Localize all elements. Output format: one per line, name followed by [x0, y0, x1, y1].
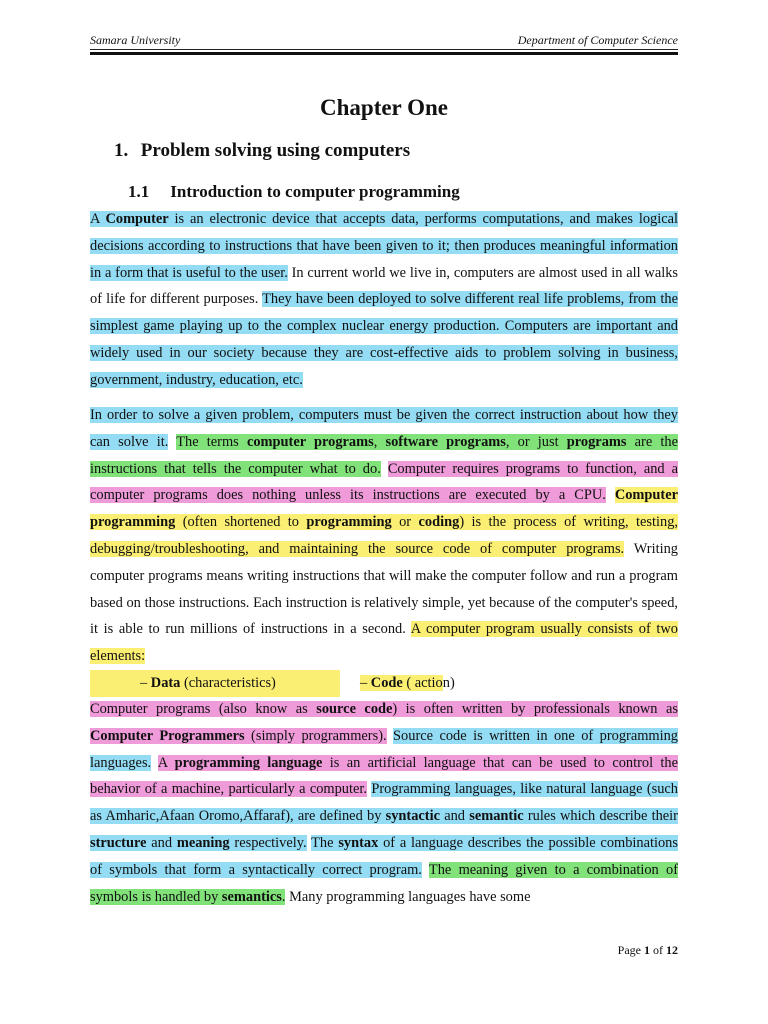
code-dash: –: [360, 675, 371, 691]
text-run: [422, 862, 429, 878]
text-run: or: [391, 514, 419, 531]
bold-term: Computer Programmers: [90, 727, 245, 744]
bold-term: meaning: [176, 834, 230, 851]
bold-term: programming: [306, 514, 392, 531]
header-department: Department of Computer Science: [517, 33, 678, 47]
text-run: ,: [373, 433, 386, 450]
data-dash: –: [140, 675, 151, 691]
footer-of-word: of: [650, 943, 666, 957]
text-run: A computer program usually consists of two elements:: [90, 621, 678, 665]
header-university: Samara University: [90, 33, 181, 47]
header-rule-thick: [90, 52, 678, 55]
bold-term: syntactic: [385, 808, 440, 825]
text-run: Many programming languages have some: [285, 888, 531, 905]
chapter-title: Chapter One: [320, 95, 448, 120]
text-run: Writing computer programs means writing instructions that will make the computer follow and run a program based on those instructions. Each instruction is relatively simple, yet because of the computer's speed, it is able to run millions of instructions in a second.: [90, 540, 678, 638]
text-run: In current world we live in, computers are almost used in all walks of life for different purposes.: [90, 264, 678, 308]
paragraph-computer-intro: [90, 206, 678, 394]
text-run: and: [146, 834, 177, 851]
text-run: (simply programmers).: [244, 727, 387, 744]
text-run: rules which describe their: [523, 808, 678, 825]
bold-term: source code: [316, 701, 393, 717]
text-run: is an electronic device that accepts data, performs computations, and makes logical decisions according to instructions that have been given to it; then produces meaningful information in a form that is useful to the user.: [90, 211, 678, 281]
text-run: Computer programs (also know as: [90, 701, 317, 717]
text-run: They have been deployed to solve different real life problems, from the simplest game playing up to the complex nuclear energy production. Computers are important and widely used in our society because they are cost-effective aids to problem solving in business, government, industry, education, etc.: [90, 291, 678, 388]
text-run: A: [90, 211, 106, 227]
bold-term: semantic: [469, 808, 524, 825]
bold-term: Computer programming: [90, 487, 678, 531]
code-highlighted: [360, 675, 443, 691]
paragraph-source-code: [90, 696, 678, 910]
text-run: is an artificial language that can be used to control the behavior of a machine, particularly a computer.: [90, 754, 679, 798]
subsection-title: Introduction to computer programming: [170, 182, 460, 201]
paragraph-programming: [90, 402, 678, 670]
text-run: [606, 487, 615, 503]
text-run: Source code is written in one of programming languages.: [90, 727, 678, 771]
text-run: (often shortened to: [175, 514, 307, 531]
text-run: of a language describes the possible combinations of symbols that form a syntactically correct program.: [90, 834, 678, 878]
element-data: [90, 670, 340, 697]
bold-term: structure: [90, 834, 147, 851]
page-header: [90, 30, 678, 48]
bold-term: software programs: [385, 433, 506, 450]
text-run: The meaning given to a combination of symbols is handled by: [90, 861, 679, 905]
subsection-number: 1.1: [128, 182, 150, 201]
code-description: ( actio: [402, 675, 443, 691]
text-run: are the instructions that tells the computer what to do.: [90, 433, 678, 477]
section-heading: [114, 140, 410, 162]
section-title: Problem solving using computers: [140, 140, 411, 161]
section-number: 1.: [114, 140, 129, 161]
bold-term: computer programs: [246, 433, 374, 450]
page-footer: [618, 943, 678, 958]
text-run: The: [311, 834, 339, 851]
text-run: In order to solve a given problem, computers must be given the correct instruction about how they can solve it.: [90, 407, 678, 450]
data-description: (characteristics): [180, 675, 276, 691]
element-code: [340, 670, 455, 697]
text-run: Computer requires programs to function, and a computer programs does nothing unless its instructions are executed by a CPU.: [90, 460, 678, 504]
text-run: The terms: [176, 433, 247, 450]
text-run: ) is the process of writing, testing, debugging/troubleshooting, and maintaining the source code of computer programs.: [90, 514, 679, 557]
text-run: respectively.: [229, 834, 307, 851]
text-run: [381, 461, 388, 477]
bold-term: semantics: [221, 888, 282, 905]
text-run: ) is often written by professionals known as: [392, 701, 678, 717]
bold-term: coding: [418, 514, 460, 531]
text-run: A: [157, 754, 175, 771]
program-elements-line: [90, 670, 678, 697]
subsection-heading: [128, 182, 460, 202]
bold-term: programs: [566, 433, 627, 450]
bold-term: syntax: [338, 834, 379, 851]
bold-term: programming language: [174, 754, 323, 771]
code-label: Code: [370, 675, 403, 691]
code-description-end: n): [442, 675, 455, 691]
header-rule-thin: [90, 49, 678, 50]
text-run: [151, 755, 158, 771]
data-label: Data: [150, 675, 181, 691]
text-run: Programming languages, like natural language (such as Amharic,Afaan Oromo,Affaraf), are defined by: [90, 781, 678, 825]
text-run: and: [439, 808, 470, 825]
text-run: , or just: [505, 433, 567, 450]
footer-total-pages: 12: [666, 943, 678, 957]
footer-page-number: 1: [644, 943, 650, 957]
text-run: .: [281, 888, 286, 905]
footer-page-word: Page: [617, 943, 644, 957]
bold-term: Computer: [105, 211, 169, 227]
